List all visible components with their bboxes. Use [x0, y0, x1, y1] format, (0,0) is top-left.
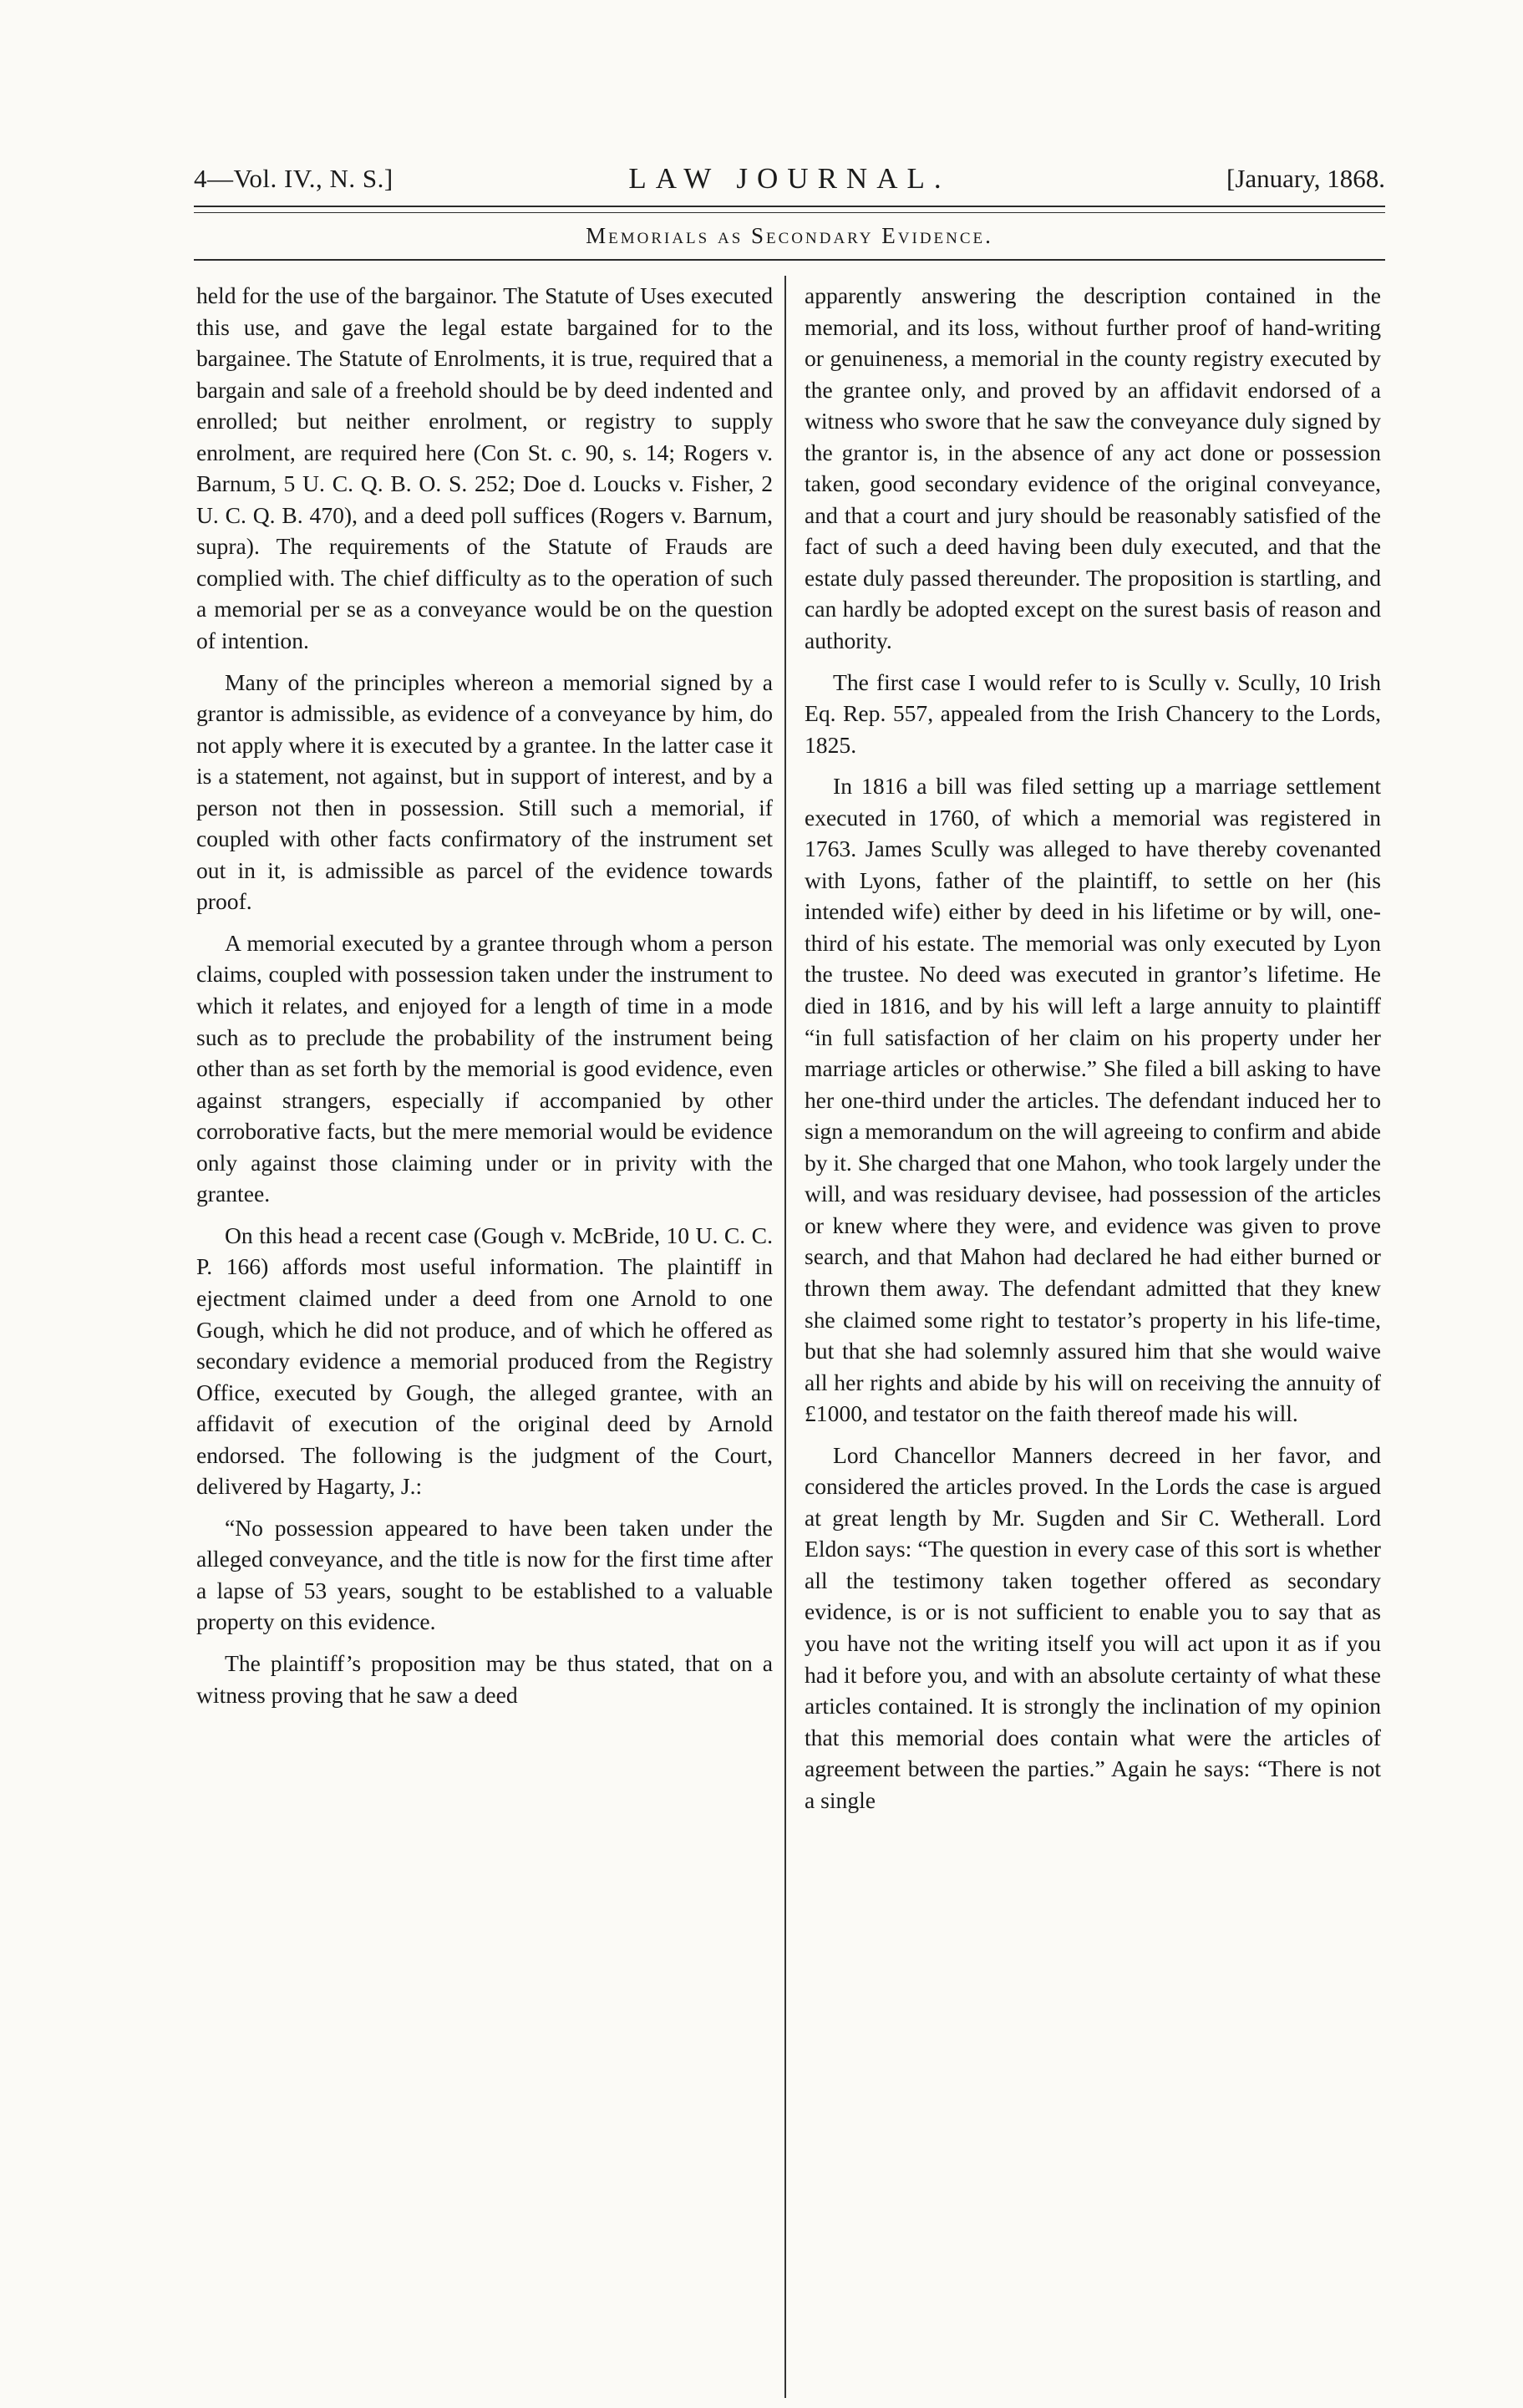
quoted-paragraph: “No possession appeared to have been taken under the alleged conveyance, and the title is now for the first time after a lapse of 53 years, sought to be established to a valuable property on this evidence. — [196, 1514, 773, 1635]
right-column — [805, 280, 1381, 1826]
section-rule — [194, 259, 1385, 261]
journal-title: LAW JOURNAL. — [628, 162, 951, 195]
volume-number: 4—Vol. IV., N. S.] — [194, 164, 393, 193]
paragraph: On this head a recent case (Gough v. McBride, 10 U. C. C. P. 166) affords most useful information. The plaintiff in ejectment claimed under a deed from one Arnold to one Gough, which he did not produce, and of which he offered as secondary evidence a memorial produced from the Registry Office, executed by Gough, the alleged grantee, with an affidavit of execution of the original deed by Arnold endorsed. The following is the judgment of the Court, delivered by Hagarty, J.: — [196, 1222, 773, 1500]
paragraph: held for the use of the bargainor. The Statute of Uses executed this use, and gave the legal estate bargained for to the bargainee. The Statute of Enrolments, it is true, required that a bargain and sale of a freehold should be by deed indented and enrolled; but neither enrolment, or registry to supply enrolment, are required here (Con St. c. 90, s. 14; Rogers v. Barnum, 5 U. C. Q. B. O. S. 252; Doe d. Loucks v. Fisher, 2 U. C. Q. B. 470), and a deed poll suffices (Rogers v. Barnum, supra). The requirements of the Statute of Frauds are complied with. The chief difficulty as to the operation of such a memorial per se as a conveyance would be on the question of intention. — [196, 282, 773, 654]
left-column — [196, 280, 773, 1720]
running-head — [194, 157, 1385, 201]
paragraph: apparently answering the description contained in the memorial, and its loss, without further proof of hand-writing or genuineness, a memorial in the county registry executed by the grantee only, and proved by an affidavit endorsed of a witness who swore that he saw the conveyance duly signed by the grantor is, in the absence of any act done or possession taken, good secondary evidence of the original conveyance, and that a court and jury should be reasonably satisfied of the fact of such a deed having been duly executed, and that the estate duly passed thereunder. The proposition is startling, and can hardly be adopted except on the surest basis of reason and authority. — [805, 282, 1381, 654]
issue-date: [January, 1868. — [1226, 164, 1385, 193]
paragraph: The first case I would refer to is Scully v. Scully, 10 Irish Eq. Rep. 557, appealed from the Irish Chancery to the Lords, 1825. — [805, 668, 1381, 758]
column-divider — [784, 276, 786, 2398]
quoted-paragraph: The plaintiff’s proposition may be thus stated, that on a witness proving that he saw a deed — [196, 1649, 773, 1708]
paragraph: Lord Chancellor Manners decreed in her favor, and considered the articles proved. In the Lords the case is argued at great length by Mr. Sugden and Sir C. Wetherall. Lord Eldon says: “The question in every case of this sort is whether all the testimony taken together offered as secondary evidence, is or is not sufficient to enable you to say that as you have not the writing itself you will act upon it as if you had it before you, and with an absolute certainty of what these articles contained. It is strongly the inclination of my opinion that this memorial does contain what were the articles of agreement between the parties.” Again he says: “There is not a single — [805, 1441, 1381, 1813]
paragraph: Many of the principles whereon a memorial signed by a grantor is admissible, as evidence of a conveyance by him, do not apply where it is executed by a grantee. In the latter case it is a statement, not against, but in support of interest, and by a person not then in possession. Still such a memorial, if coupled with other facts confirmatory of the instrument set out in it, is admissible as parcel of the evidence towards proof. — [196, 668, 773, 915]
paragraph: In 1816 a bill was filed setting up a marriage settlement executed in 1760, of which a memorial was registered in 1763. James Scully was alleged to have thereby covenanted with Lyons, father of the plaintiff, to settle on her (his intended wife) either by deed in his lifetime or by will, one-third of his estate. The memorial was only executed by Lyon the trustee. No deed was executed in grantor’s lifetime. He died in 1816, and by his will left a large annuity to plaintiff “in full satisfaction of her claim on his property under her marriage articles or otherwise.” She filed a bill asking to have her one-third under the articles. The defendant induced her to sign a memorandum on the will agreeing to confirm and abide by it. She charged that one Mahon, who took largely under the will, and was residuary devisee, had possession of the articles or knew where they were, and evidence was given to prove search, and that Mahon had declared he had either burned or thrown them away. The defendant admitted that they knew she claimed some right to testator’s property in his life-time, but that she had solemnly assured him that she would waive all her rights and abide by his will on receiving the annuity of £1000, and testator on the faith thereof made his will. — [805, 773, 1381, 1427]
section-title: Memorials as Secondary Evidence. — [586, 223, 993, 248]
header-rule — [194, 206, 1385, 213]
paragraph: A memorial executed by a grantee through whom a person claims, coupled with possession taken under the instrument to which it relates, and enjoyed for a length of time in a mode such as to preclude the probability of the instrument being other than as set forth by the memorial is good evidence, even against strangers, especially if accompanied by other corroborative facts, but the mere memorial would be evidence only against those claiming under or in privity with the grantee. — [196, 929, 773, 1207]
